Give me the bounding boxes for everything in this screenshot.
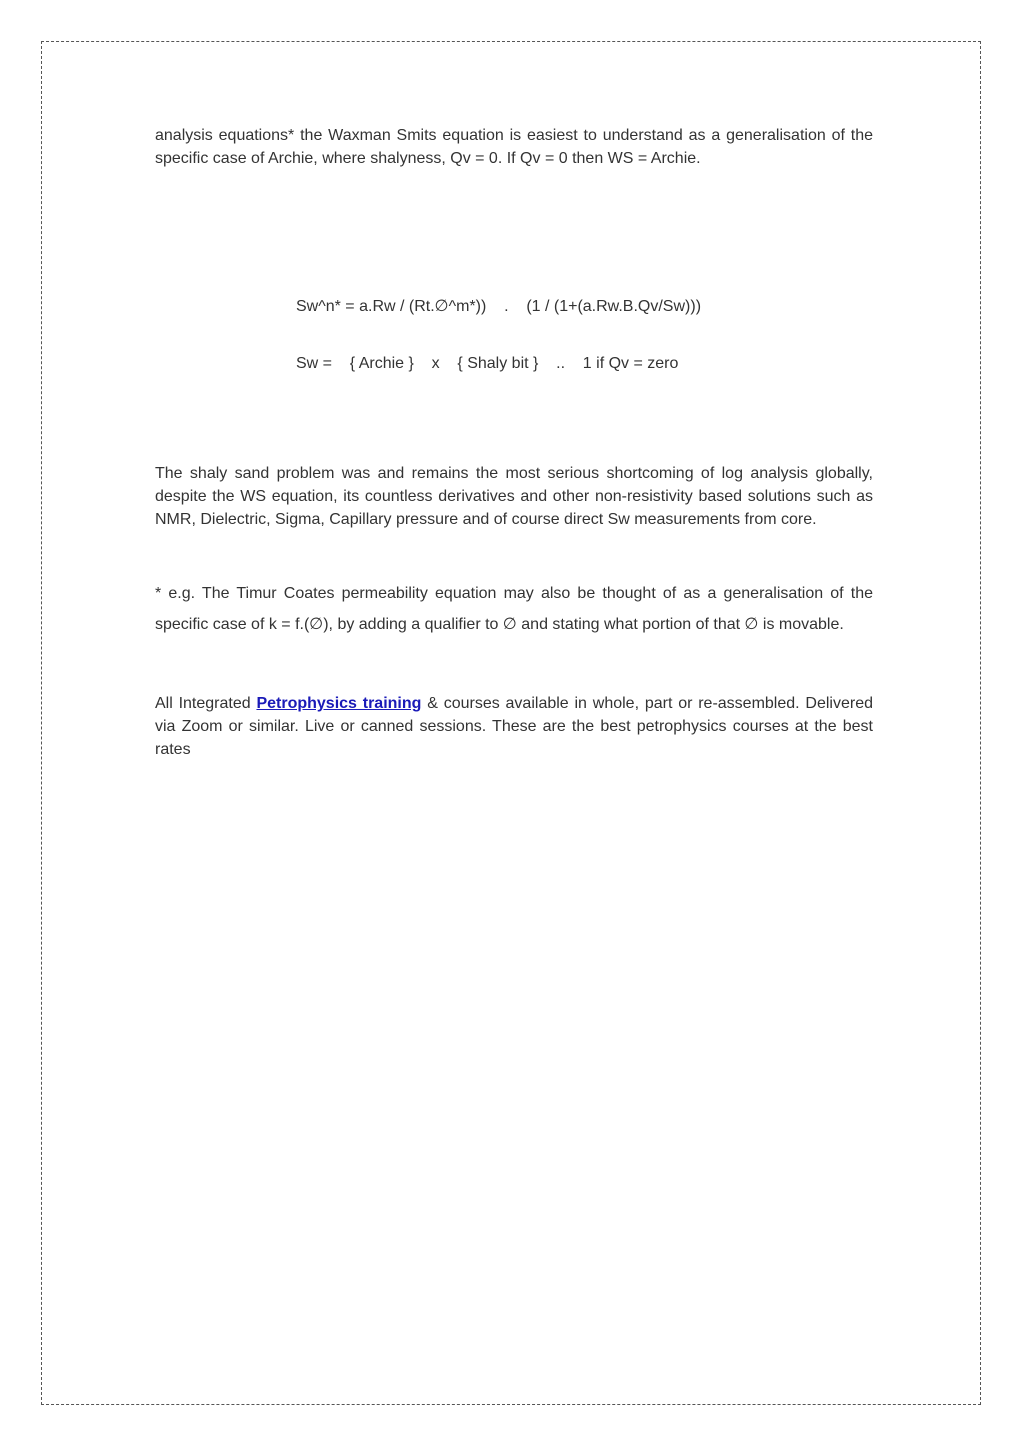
- footnote-paragraph: * e.g. The Timur Coates permeability equation may also be thought of as a generalisation of the specific case of k = f.(∅), by adding a qualifier to ∅ and stating what portion of that ∅ is movable.: [155, 585, 873, 633]
- training-text-before-link: All Integrated: [155, 695, 257, 712]
- sw-decomposition-equation: Sw = { Archie } x { Shaly bit } .. 1 if Qv = zero: [296, 355, 679, 372]
- waxman-smits-equation: Sw^n* = a.Rw / (Rt.∅^m*)) . (1 / (1+(a.Rw.B.Qv/Sw))): [296, 298, 702, 315]
- shaly-sand-paragraph: The shaly sand problem was and remains the most serious shortcoming of log analysis globally, despite the WS equation, its countless derivatives and other non-resistivity based solutions such as NMR, Dielectric, Sigma, Capillary pressure and of course direct Sw measurements from core.: [155, 465, 873, 528]
- petrophysics-training-link[interactable]: Petrophysics training: [256, 695, 422, 712]
- training-paragraph: [155, 692, 873, 761]
- intro-paragraph: analysis equations* the Waxman Smits equation is easiest to understand as a generalisation of the specific case of Archie, where shalyness, Qv = 0. If Qv = 0 then WS = Archie.: [155, 127, 873, 167]
- training-text-after-link: & courses available in whole, part or re-assembled. Delivered via Zoom or similar. Live or canned sessions. These are the best petrophysics courses at the best rates: [155, 695, 874, 758]
